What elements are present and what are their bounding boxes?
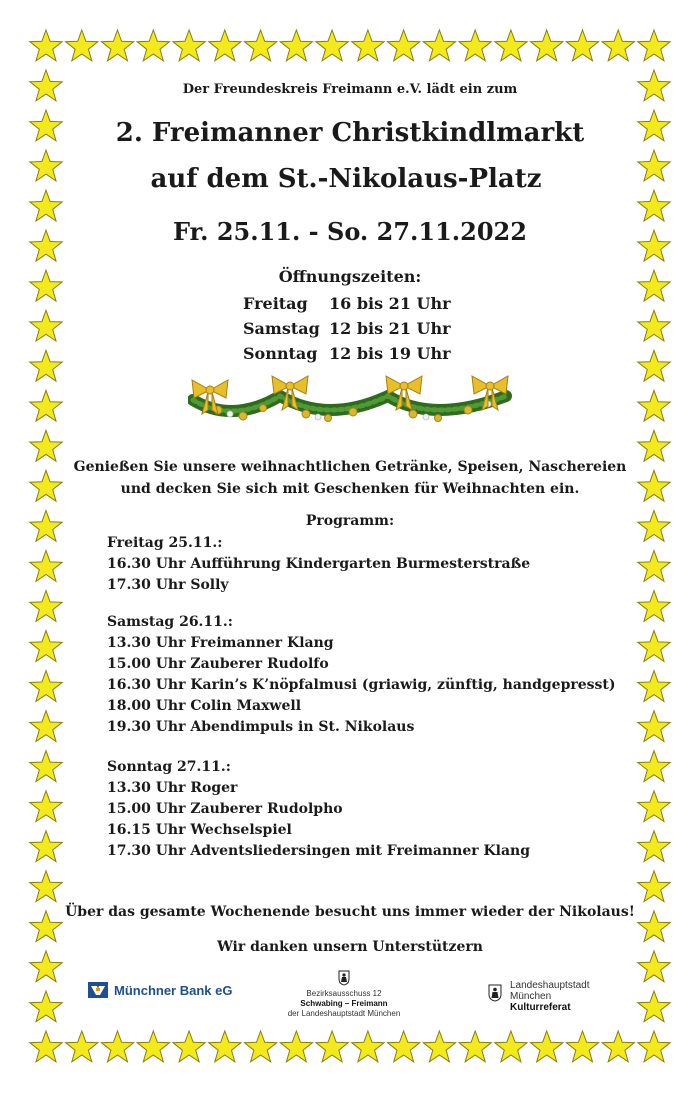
star-icon bbox=[30, 751, 62, 782]
star-icon bbox=[30, 991, 62, 1022]
ba-line-3: der Landeshauptstadt München bbox=[287, 1009, 401, 1018]
star-icon bbox=[602, 30, 634, 61]
program-item: 16.30 Uhr Karin’s K’nöpfalmusi (griawig, zünftig, handgepresst) bbox=[107, 677, 616, 693]
hours-time: 12 bis 21 Uhr bbox=[329, 319, 451, 338]
program-item: 13.30 Uhr Roger bbox=[107, 780, 238, 796]
program-day-label: Freitag 25.11.: bbox=[107, 535, 223, 551]
star-icon bbox=[30, 310, 62, 341]
star-icon bbox=[638, 871, 670, 902]
star-icon bbox=[638, 711, 670, 742]
star-icon bbox=[101, 30, 133, 61]
hours-day: Sonntag bbox=[243, 344, 318, 363]
star-icon bbox=[423, 30, 455, 61]
star-icon bbox=[30, 551, 62, 582]
star-icon bbox=[638, 350, 670, 381]
hours-time: 12 bis 19 Uhr bbox=[329, 344, 451, 363]
thanks-text: Wir danken unsern Unterstützern bbox=[217, 939, 483, 955]
star-icon bbox=[531, 1031, 563, 1062]
star-icon bbox=[209, 1031, 241, 1062]
star-icon bbox=[66, 30, 98, 61]
star-icon bbox=[30, 791, 62, 822]
hours-row-sunday bbox=[243, 341, 451, 366]
star-icon bbox=[638, 831, 670, 862]
star-icon bbox=[352, 30, 384, 61]
program-day-label: Sonntag 27.11.: bbox=[107, 759, 231, 775]
star-icon bbox=[638, 991, 670, 1022]
sponsor-kulturreferat bbox=[488, 980, 590, 1013]
star-icon bbox=[30, 350, 62, 381]
program-sunday bbox=[107, 757, 530, 862]
program-item: 17.30 Uhr Solly bbox=[107, 577, 229, 593]
program-day-label: Samstag 26.11.: bbox=[107, 614, 233, 630]
star-icon bbox=[638, 751, 670, 782]
star-icon bbox=[280, 30, 312, 61]
program-item: 18.00 Uhr Colin Maxwell bbox=[107, 698, 302, 714]
star-icon bbox=[66, 1031, 98, 1062]
bank-logo-icon bbox=[88, 982, 108, 998]
lhs-line-2: München bbox=[510, 991, 552, 1002]
star-icon bbox=[30, 871, 62, 902]
program-item: 15.00 Uhr Zauberer Rudolpho bbox=[107, 801, 343, 817]
lhs-line-1: Landeshauptstadt bbox=[510, 980, 590, 991]
opening-hours-table bbox=[243, 291, 451, 366]
star-icon bbox=[602, 1031, 634, 1062]
star-icon bbox=[638, 1031, 670, 1062]
munich-crest-icon bbox=[488, 984, 502, 1002]
description bbox=[0, 456, 700, 500]
star-icon bbox=[638, 791, 670, 822]
star-icon bbox=[30, 30, 62, 61]
star-icon bbox=[137, 1031, 169, 1062]
star-icon bbox=[30, 671, 62, 702]
star-icon bbox=[638, 951, 670, 982]
program-item: 16.30 Uhr Aufführung Kindergarten Burmesterstraße bbox=[107, 556, 531, 572]
description-line-2: und decken Sie sich mit Geschenken für Weihnachten ein. bbox=[120, 481, 580, 497]
lhs-text bbox=[510, 980, 590, 1013]
star-icon bbox=[531, 30, 563, 61]
hours-day: Freitag bbox=[243, 294, 308, 313]
star-icon bbox=[137, 30, 169, 61]
star-icon bbox=[244, 1031, 276, 1062]
program-friday bbox=[107, 533, 530, 596]
program-item: 16.15 Uhr Wechselspiel bbox=[107, 822, 292, 838]
star-icon bbox=[30, 831, 62, 862]
star-icon bbox=[638, 30, 670, 61]
star-icon bbox=[352, 1031, 384, 1062]
star-icon bbox=[495, 30, 527, 61]
star-icon bbox=[316, 1031, 348, 1062]
star-icon bbox=[566, 1031, 598, 1062]
event-dates: Fr. 25.11. - So. 27.11.2022 bbox=[173, 217, 527, 246]
star-icon bbox=[101, 1031, 133, 1062]
star-icon bbox=[638, 551, 670, 582]
star-icon bbox=[173, 30, 205, 61]
star-icon bbox=[388, 1031, 420, 1062]
star-icon bbox=[638, 671, 670, 702]
bank-name: Münchner Bank eG bbox=[114, 982, 233, 998]
star-icon bbox=[423, 1031, 455, 1062]
hours-row-saturday bbox=[243, 316, 451, 341]
star-icon bbox=[173, 1031, 205, 1062]
star-icon bbox=[30, 1031, 62, 1062]
program-heading: Programm: bbox=[305, 513, 395, 529]
lhs-line-3: Kulturreferat bbox=[510, 1002, 571, 1013]
program-item: 19.30 Uhr Abendimpuls in St. Nikolaus bbox=[107, 719, 415, 735]
garland-image bbox=[188, 372, 513, 432]
description-line-1: Genießen Sie unsere weihnachtlichen Getränke, Speisen, Naschereien bbox=[73, 459, 627, 475]
star-icon bbox=[638, 631, 670, 662]
star-icon bbox=[459, 30, 491, 61]
star-icon bbox=[388, 30, 420, 61]
sponsor-muenchner-bank bbox=[88, 982, 232, 998]
program-item: 17.30 Uhr Adventsliedersingen mit Freimanner Klang bbox=[107, 843, 531, 859]
star-icon bbox=[316, 30, 348, 61]
star-icon bbox=[459, 1031, 491, 1062]
hours-day: Samstag bbox=[243, 319, 320, 338]
star-icon bbox=[30, 711, 62, 742]
star-icon bbox=[280, 1031, 312, 1062]
munich-crest-icon bbox=[338, 970, 350, 986]
star-icon bbox=[30, 390, 62, 421]
hours-row-friday bbox=[243, 291, 451, 316]
program-item: 13.30 Uhr Freimanner Klang bbox=[107, 635, 334, 651]
star-icon bbox=[244, 30, 276, 61]
title-line-1: 2. Freimanner Christkindlmarkt bbox=[115, 118, 585, 148]
title-line-2: auf dem St.-Nikolaus-Platz bbox=[150, 164, 542, 194]
sponsor-bezirksausschuss bbox=[284, 970, 404, 1019]
program-saturday bbox=[107, 612, 616, 738]
ba-line-1: Bezirksausschuss 12 bbox=[306, 989, 382, 998]
star-icon bbox=[30, 631, 62, 662]
star-icon bbox=[209, 30, 241, 61]
star-icon bbox=[638, 310, 670, 341]
star-icon bbox=[30, 591, 62, 622]
star-icon bbox=[638, 390, 670, 421]
hours-time: 16 bis 21 Uhr bbox=[329, 294, 451, 313]
program-item: 15.00 Uhr Zauberer Rudolfo bbox=[107, 656, 329, 672]
intro-text: Der Freundeskreis Freimann e.V. lädt ein zum bbox=[182, 82, 518, 97]
star-icon bbox=[638, 591, 670, 622]
star-icon bbox=[30, 951, 62, 982]
star-icon bbox=[566, 30, 598, 61]
ba-line-2: Schwabing – Freimann bbox=[300, 999, 388, 1008]
closing-text: Über das gesamte Wochenende besucht uns immer wieder der Nikolaus! bbox=[65, 904, 635, 920]
star-icon bbox=[495, 1031, 527, 1062]
opening-hours-heading: Öffnungszeiten: bbox=[278, 267, 422, 286]
